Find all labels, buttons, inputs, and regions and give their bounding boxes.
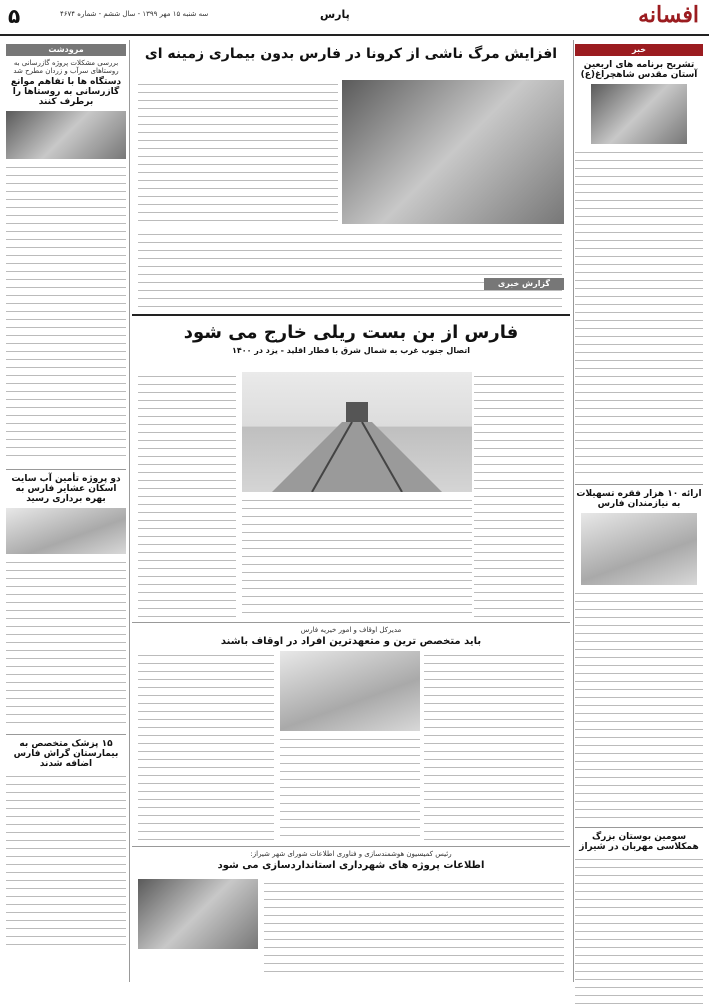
rail-body-center: [242, 496, 472, 618]
awqaf-story: [132, 622, 570, 647]
page-number: ۵: [8, 4, 21, 28]
covid-ward-photo: [342, 80, 564, 224]
council-meeting-photo: [138, 879, 258, 949]
left-item-title-1: دستگاه ها با تفاهم موانع گازرسانی به روستاها را برطرف کنند: [10, 77, 122, 107]
right-item-title-3: سومین بوستان بزرگ همکلاسی مهربان در شیراز: [575, 827, 703, 852]
right-section-label: خبر: [575, 44, 703, 56]
column-divider-right: [573, 40, 574, 982]
lead-body-bottom: [138, 230, 562, 308]
rail-body-right: [474, 372, 564, 618]
right-item-title-2: ارائه ۱۰ هزار فقره تسهیلات به نیازمندان فارس: [575, 484, 703, 509]
masthead: افسانه: [638, 2, 699, 28]
meeting-photo-left: [6, 111, 126, 159]
section-name: پارس: [320, 8, 350, 21]
left-item-body-1: [6, 163, 126, 463]
left-item-body-2: [6, 558, 126, 728]
council-story: [132, 846, 570, 871]
right-item-body-3: [575, 855, 703, 1005]
issue-meta: سه شنبه ۱۵ مهر ۱۳۹۹ - سال ششم - شماره ۴۶۷۴: [60, 10, 209, 18]
lead-body-top: [138, 80, 338, 224]
awqaf-body-right: [424, 651, 564, 841]
railway-photo: [242, 372, 472, 492]
rail-body-left: [138, 372, 236, 618]
right-item-body-2: [575, 589, 703, 821]
shrine-photo: [591, 84, 687, 144]
railway-track-icon: [242, 372, 472, 492]
water-project-photo: [6, 508, 126, 554]
left-item-title-3: ۱۵ پزشک متخصص به بیمارستان گراش فارس اضافه شدند: [6, 734, 126, 769]
lead-headline: افزایش مرگ ناشی از کرونا در فارس بدون بیماری زمینه ای: [144, 46, 558, 62]
left-item-title-2: دو پروژه تأمین آب سایت اسکان عشایر فارس به بهره برداری رسید: [6, 469, 126, 504]
left-item-body-3: [6, 772, 126, 952]
right-item-body-1: [575, 148, 703, 478]
left-column: [6, 44, 126, 982]
main-area: [132, 44, 570, 982]
council-headline: اطلاعات پروژه های شهرداری استانداردسازی می شود: [217, 860, 485, 871]
page-header: [0, 0, 709, 36]
column-divider-left: [129, 40, 130, 982]
awqaf-headline: باید متخصص ترین و متعهدترین افراد در اوقاف باشند: [220, 636, 482, 647]
right-item-title-1: تشریح برنامه های اربعین آستان مقدس شاهچراغ(ع): [580, 60, 698, 80]
awqaf-body-left: [138, 651, 274, 841]
council-kicker: رئیس کمیسیون هوشمندسازی و فناوری اطلاعات شورای شهر شیراز:: [250, 850, 452, 858]
rail-headline: فارس از بن بست ریلی خارج می شود: [183, 322, 519, 343]
report-label: گزارش خبری: [484, 278, 564, 290]
right-column: [575, 44, 703, 982]
awqaf-body-center: [280, 735, 420, 841]
left-item-kicker-1: بررسی مشکلات پروژه گازرسانی به روستاهای سرآب و زردان مطرح شد: [13, 59, 119, 75]
council-body: [264, 879, 564, 979]
rail-story: [132, 314, 570, 355]
rail-subheadline: اتصال جنوب غرب به شمال شرق با قطار اقلید - یزد در ۱۴۰۰: [231, 346, 471, 355]
awqaf-kicker: مدیرکل اوقاف و امور خیریه فارس: [300, 626, 402, 634]
left-section-label: مرودشت: [6, 44, 126, 56]
official-portrait-photo: [581, 513, 697, 585]
awqaf-meeting-photo: [280, 651, 420, 731]
